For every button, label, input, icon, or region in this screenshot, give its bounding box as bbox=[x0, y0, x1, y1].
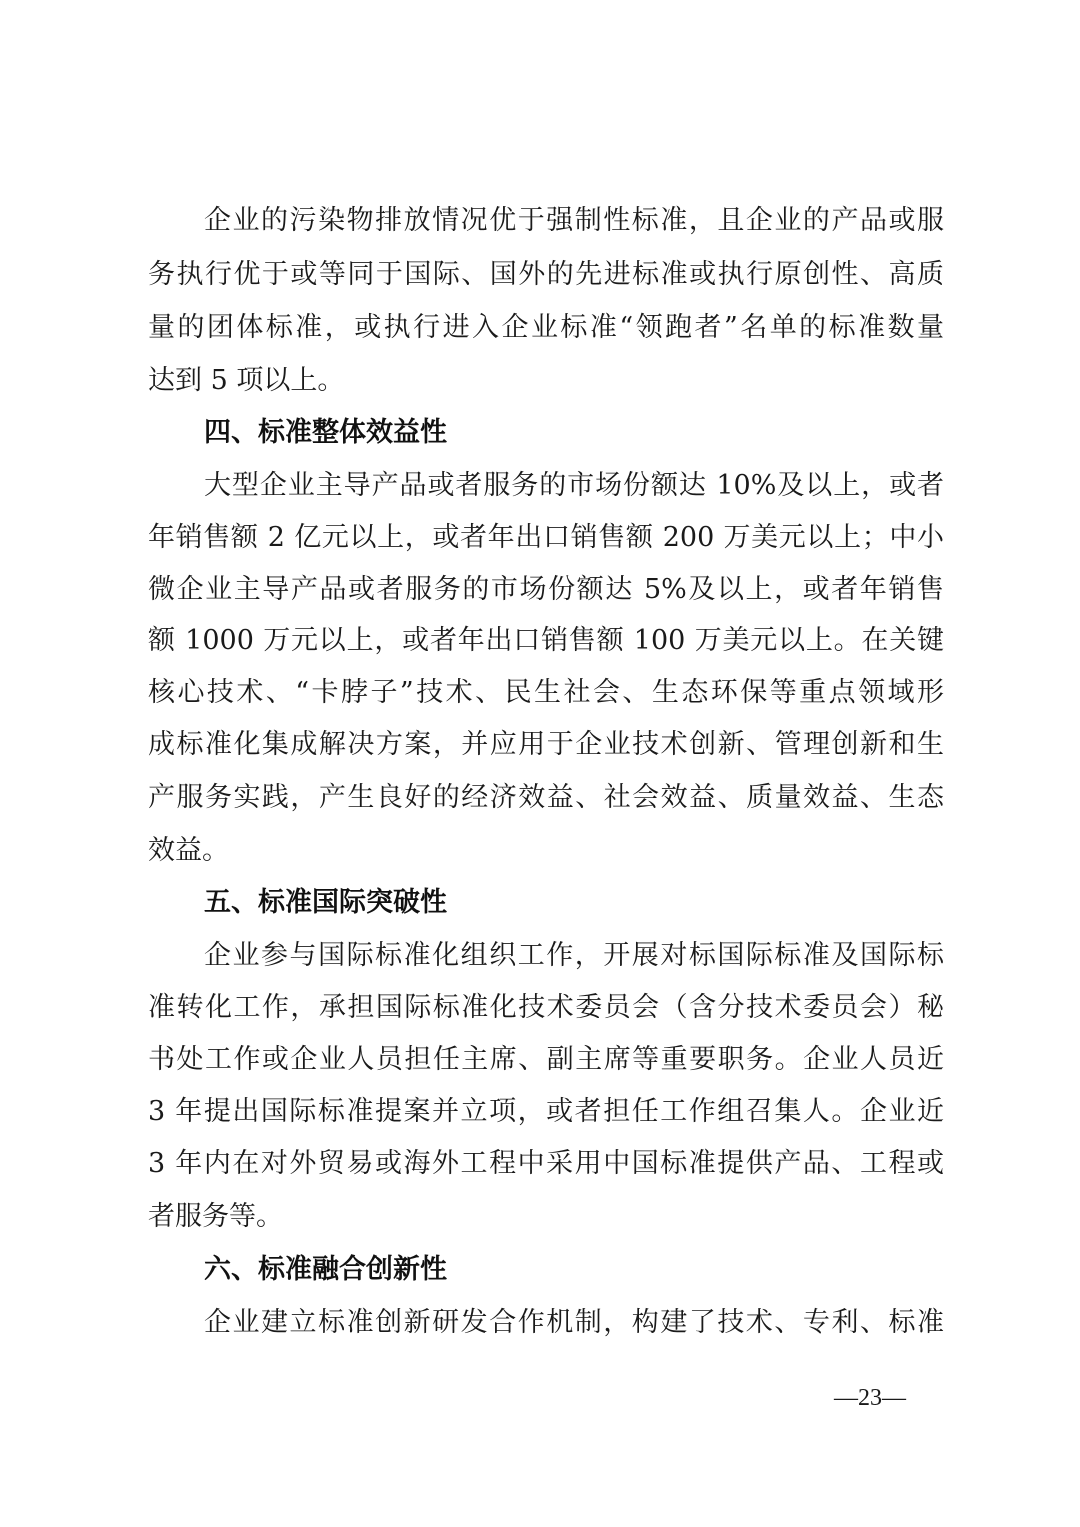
page-number: —23— bbox=[834, 1385, 906, 1411]
paragraph-line: 者服务等。 bbox=[148, 1201, 283, 1232]
paragraph-line: 成标准化集成解决方案，并应用于企业技术创新、管理创新和生 bbox=[148, 729, 944, 760]
paragraph-line: 量的团体标准，或执行进入企业标准“领跑者”名单的标准数量 bbox=[148, 312, 944, 343]
paragraph-line: 大型企业主导产品或者服务的市场份额达 10%及以上，或者 bbox=[204, 470, 944, 501]
paragraph-line: 企业建立标准创新研发合作机制，构建了技术、专利、标准 bbox=[204, 1307, 944, 1338]
paragraph-line: 核心技术、“卡脖子”技术、民生社会、生态环保等重点领域形 bbox=[148, 677, 944, 708]
paragraph-line: 微企业主导产品或者服务的市场份额达 5%及以上，或者年销售 bbox=[148, 574, 944, 605]
paragraph-line: 企业的污染物排放情况优于强制性标准，且企业的产品或服 bbox=[204, 205, 944, 236]
paragraph-line: 3 年提出国际标准提案并立项，或者担任工作组召集人。企业近 bbox=[148, 1096, 944, 1127]
section-heading: 五、标准国际突破性 bbox=[204, 887, 447, 918]
section-heading: 六、标准融合创新性 bbox=[204, 1254, 447, 1285]
paragraph-line: 务执行优于或等同于国际、国外的先进标准或执行原创性、高质 bbox=[148, 259, 944, 290]
paragraph-line: 年销售额 2 亿元以上，或者年出口销售额 200 万美元以上；中小 bbox=[148, 522, 944, 553]
paragraph-line: 企业参与国际标准化组织工作，开展对标国际标准及国际标 bbox=[204, 940, 944, 971]
paragraph-line: 产服务实践，产生良好的经济效益、社会效益、质量效益、生态 bbox=[148, 782, 944, 813]
paragraph-line: 3 年内在对外贸易或海外工程中采用中国标准提供产品、工程或 bbox=[148, 1148, 944, 1179]
paragraph-line: 书处工作或企业人员担任主席、副主席等重要职务。企业人员近 bbox=[148, 1044, 944, 1075]
paragraph-line: 达到 5 项以上。 bbox=[148, 365, 345, 396]
paragraph-line: 准转化工作，承担国际标准化技术委员会（含分技术委员会）秘 bbox=[148, 992, 944, 1023]
section-heading: 四、标准整体效益性 bbox=[204, 417, 447, 448]
paragraph-line: 效益。 bbox=[148, 835, 229, 866]
paragraph-line: 额 1000 万元以上，或者年出口销售额 100 万美元以上。在关键 bbox=[148, 625, 944, 656]
